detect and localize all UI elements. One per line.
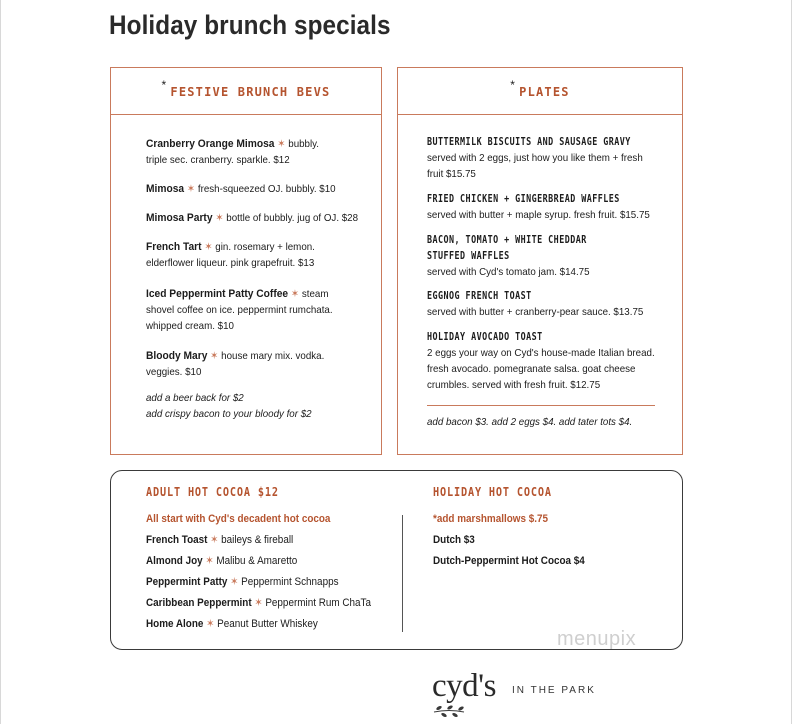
item-name: Cranberry Orange Mimosa — [146, 138, 275, 150]
cocoa-item-desc: Peppermint Rum ChaTa — [265, 597, 371, 609]
menu-item — [146, 348, 324, 380]
cocoa-item — [146, 551, 297, 571]
menu-item — [146, 239, 315, 271]
item-desc: house mary mix. vodka. — [221, 350, 325, 362]
item-name: Iced Peppermint Patty Coffee — [146, 288, 289, 300]
item-desc: bottle of bubbly. jug of OJ. $28 — [226, 212, 359, 224]
plate-desc: fresh avocado. pomegranate salsa. goat cheese — [427, 363, 636, 375]
plate-name: HOLIDAY AVOCADO TOAST — [427, 330, 543, 343]
cocoa-item-name: Dutch-Peppermint Hot Cocoa $4 — [433, 555, 585, 567]
menu-item — [146, 136, 319, 168]
separator-icon: ✶ — [277, 138, 286, 150]
menu-item — [146, 286, 333, 334]
item-desc: shovel coffee on ice. peppermint rumchata. — [146, 304, 333, 316]
plate-item — [427, 288, 643, 320]
cyds-logo — [432, 668, 596, 705]
bevs-add-on-notes — [146, 390, 312, 422]
cocoa-item-desc: Peanut Butter Whiskey — [217, 618, 318, 630]
cocoa-item-name: French Toast — [146, 534, 208, 546]
cocoa-item — [433, 530, 475, 550]
star-icon: * — [161, 78, 168, 92]
cocoa-item-name: Home Alone — [146, 618, 204, 630]
item-desc: fresh-squeezed OJ. bubbly. $10 — [197, 183, 336, 195]
item-name: Mimosa — [146, 183, 185, 195]
item-desc: steam — [301, 288, 329, 300]
plate-desc: served with butter + cranberry-pear sauce. $13.75 — [427, 306, 644, 318]
item-name: French Tart — [146, 241, 202, 253]
menu-item — [146, 181, 336, 197]
menupix-watermark: menupix — [557, 628, 637, 650]
adult-hot-cocoa-intro: All start with Cyd's decadent hot cocoa — [146, 513, 331, 525]
festive-brunch-bevs-section — [110, 67, 382, 455]
cocoa-item-name: Almond Joy — [146, 555, 203, 567]
plate-item — [427, 191, 662, 223]
cocoa-item-name: Dutch $3 — [433, 534, 475, 546]
plates-header-label: PLATES — [519, 85, 570, 99]
holiday-hot-cocoa-title: HOLIDAY HOT COCOA — [433, 485, 552, 499]
plate-name: BACON, TOMATO + WHITE CHEDDAR — [427, 233, 587, 246]
plate-desc: crumbles. served with fresh fruit. $12.75 — [427, 379, 601, 391]
plate-item — [427, 134, 676, 182]
separator-icon: ✶ — [254, 597, 263, 609]
cocoa-item-desc: Malibu & Amaretto — [216, 555, 298, 567]
item-desc: whipped cream. $10 — [146, 320, 234, 332]
separator-icon: ✶ — [215, 212, 224, 224]
plate-name: EGGNOG FRENCH TOAST — [427, 289, 532, 302]
plates-header — [398, 68, 682, 115]
plate-desc: fruit $15.75 — [427, 168, 476, 180]
leaf-sprig-icon — [432, 704, 466, 718]
item-name: Bloody Mary — [146, 350, 208, 362]
item-desc: bubbly. — [288, 138, 320, 150]
separator-icon: ✶ — [230, 576, 239, 588]
logo-tagline: IN THE PARK — [512, 685, 596, 696]
separator-icon: ✶ — [290, 288, 300, 300]
cocoa-item-desc: Peppermint Schnapps — [241, 576, 339, 588]
bevs-header — [111, 68, 381, 115]
cocoa-item-desc: baileys & fireball — [221, 534, 294, 546]
note-line: add crispy bacon to your bloody for $2 — [146, 408, 312, 420]
logo-wordmark: cyd's — [432, 668, 496, 704]
holiday-hot-cocoa-note: *add marshmallows $.75 — [433, 513, 549, 525]
item-desc: elderflower liqueur. pink grapefruit. $13 — [146, 257, 315, 269]
cocoa-item — [146, 593, 371, 613]
divider — [402, 515, 403, 632]
separator-icon: ✶ — [205, 555, 214, 567]
item-desc: triple sec. cranberry. sparkle. $12 — [146, 154, 290, 166]
adult-hot-cocoa-title: ADULT HOT COCOA $12 — [146, 485, 279, 499]
plate-item — [427, 329, 655, 393]
star-icon: * — [510, 78, 517, 92]
bevs-header-label: FESTIVE BRUNCH BEVS — [170, 85, 331, 99]
page-title: Holiday brunch specials — [109, 10, 391, 40]
separator-icon: ✶ — [206, 618, 215, 630]
separator-icon: ✶ — [186, 183, 196, 195]
hot-cocoa-section — [110, 470, 683, 650]
separator-icon: ✶ — [210, 534, 219, 546]
note-line: add a beer back for $2 — [146, 392, 244, 404]
plate-name: BUTTERMILK BISCUITS AND SAUSAGE GRAVY — [427, 135, 631, 148]
plate-desc: 2 eggs your way on Cyd's house-made Italian bread. — [427, 347, 655, 359]
divider — [427, 405, 655, 406]
cocoa-item — [433, 551, 585, 571]
plate-name: STUFFED WAFFLES — [427, 249, 510, 262]
cocoa-item — [146, 530, 293, 550]
cocoa-item — [146, 614, 318, 634]
plate-name: FRIED CHICKEN + GINGERBREAD WAFFLES — [427, 192, 620, 205]
item-desc: veggies. $10 — [146, 366, 202, 378]
plate-desc: served with 2 eggs, just how you like them + fresh — [427, 152, 643, 164]
plate-desc: served with butter + maple syrup. fresh fruit. $15.75 — [427, 209, 650, 221]
separator-icon: ✶ — [210, 350, 219, 362]
cocoa-item-name: Caribbean Peppermint — [146, 597, 252, 609]
item-name: Mimosa Party — [146, 212, 213, 224]
plate-item — [427, 232, 622, 280]
menu-item — [146, 210, 358, 226]
plates-section — [397, 67, 683, 455]
item-desc: gin. rosemary + lemon. — [215, 241, 315, 253]
plate-desc: served with Cyd's tomato jam. $14.75 — [427, 266, 590, 278]
cocoa-item — [146, 572, 339, 592]
cocoa-item-name: Peppermint Patty — [146, 576, 228, 588]
plates-add-on-note: add bacon $3. add 2 eggs $4. add tater tots $4. — [427, 416, 633, 428]
separator-icon: ✶ — [204, 241, 213, 253]
